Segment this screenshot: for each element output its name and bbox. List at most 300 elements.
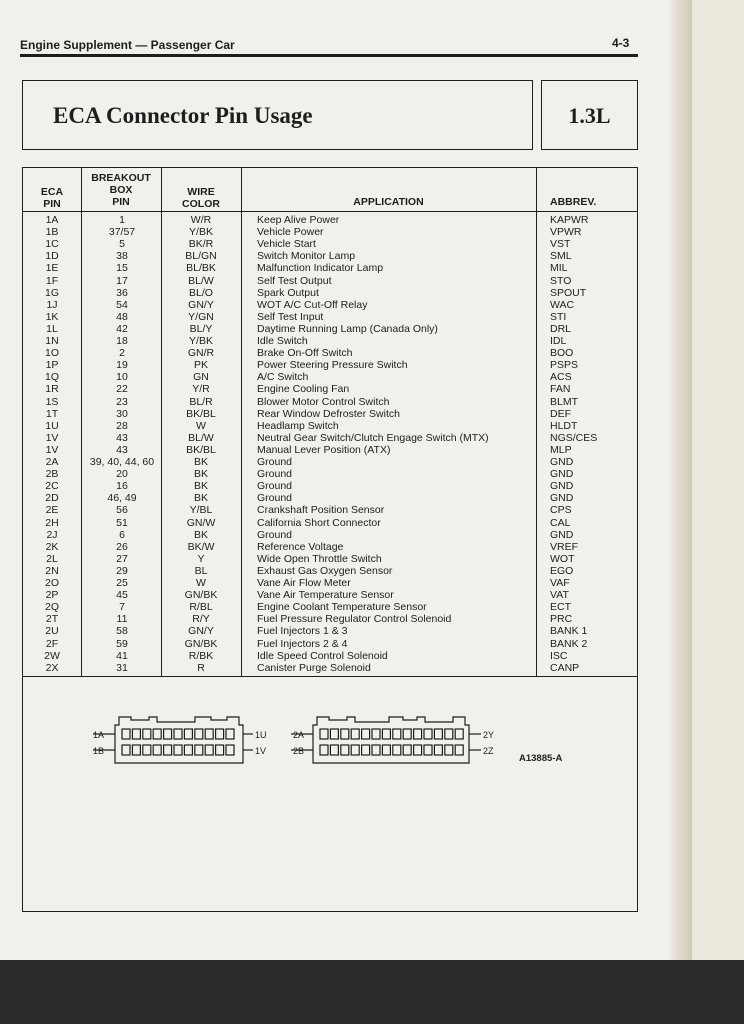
row-application: A/C Switch [257, 371, 309, 384]
row-wire-color: R/BK [188, 649, 214, 662]
adjacent-pages [692, 0, 744, 960]
row-eca-pin: 2X [45, 661, 59, 674]
pin-cavity [205, 729, 213, 739]
row-abbrev: VAF [550, 577, 570, 589]
pin-cavity [434, 745, 442, 755]
row-wire-color: BL/W [188, 431, 214, 444]
pin-cavity [195, 729, 203, 739]
table-row [23, 287, 637, 299]
row-eca-pin: 1V [45, 431, 59, 444]
row-abbrev: BANK 2 [550, 637, 588, 650]
row-abbrev: MIL [550, 262, 568, 275]
row-application: Idle Switch [257, 335, 308, 347]
row-eca-pin: 2B [45, 468, 59, 481]
row-application: Fuel Injectors 2 & 4 [257, 637, 348, 650]
table-row [23, 323, 637, 335]
row-abbrev: IDL [550, 335, 567, 347]
row-eca-pin: 1P [45, 359, 59, 372]
pin-cavity [372, 745, 380, 755]
row-abbrev: STI [550, 310, 567, 323]
row-application: Neutral Gear Switch/Clutch Engage Switch (MTX) [257, 431, 489, 444]
row-wire-color: BL/GN [185, 250, 217, 263]
row-eca-pin: 2T [45, 613, 59, 626]
row-abbrev: WOT [550, 552, 575, 565]
row-application: Idle Speed Control Solenoid [257, 649, 388, 662]
table-row [23, 432, 637, 444]
pin-cavity [434, 729, 442, 739]
row-abbrev: GND [550, 492, 574, 505]
row-wire-color: Y/GN [188, 310, 214, 323]
row-breakout-pin: 58 [116, 625, 128, 638]
pin-cavity [132, 729, 140, 739]
row-wire-color: R [197, 661, 205, 674]
row-eca-pin: 1E [45, 262, 59, 275]
table-row [23, 226, 637, 238]
row-eca-pin: 2K [45, 540, 59, 553]
row-breakout-pin: 20 [116, 468, 128, 481]
pin-cavity [184, 729, 192, 739]
row-abbrev: DEF [550, 407, 571, 420]
row-eca-pin: 1S [45, 395, 59, 408]
row-wire-color: PK [193, 359, 208, 372]
pin-cavity [424, 745, 432, 755]
table-row [23, 468, 637, 480]
row-eca-pin: 2L [46, 552, 58, 565]
row-eca-pin: 2C [45, 480, 59, 493]
table-row [23, 250, 637, 262]
row-eca-pin: 1U [45, 419, 59, 432]
row-application: Rear Window Defroster Switch [257, 407, 400, 420]
row-application: Self Test Input [257, 310, 324, 323]
pin-cavity [351, 729, 359, 739]
row-abbrev: BANK 1 [550, 625, 588, 638]
figure-id: A13885-A [519, 753, 563, 764]
pin-cavity [216, 729, 224, 739]
row-application: Self Test Output [257, 274, 332, 287]
row-breakout-pin: 1 [119, 214, 125, 226]
pin-cavity [195, 745, 203, 755]
table-row [23, 613, 637, 625]
pin-cavity [382, 745, 390, 755]
row-eca-pin: 1B [45, 226, 59, 239]
row-abbrev: GND [550, 528, 574, 541]
row-abbrev: STO [550, 274, 572, 287]
row-application: Ground [257, 492, 293, 505]
row-breakout-pin: 42 [116, 322, 128, 335]
row-wire-color: R/BL [189, 601, 213, 614]
connector-label-1b: 1B [93, 746, 105, 756]
pin-cavity [403, 745, 411, 755]
row-application: Power Steering Pressure Switch [257, 359, 408, 372]
table-row [23, 517, 637, 529]
header-breakout-box-pin [81, 172, 161, 208]
row-wire-color: BL [194, 564, 208, 577]
pin-cavity [393, 745, 401, 755]
row-eca-pin: 2H [45, 516, 59, 529]
row-application: Daytime Running Lamp (Canada Only) [257, 322, 438, 335]
table-row [23, 480, 637, 492]
row-eca-pin: 2N [45, 564, 59, 577]
row-wire-color: GN/Y [188, 625, 214, 638]
table-row [23, 444, 637, 456]
row-breakout-pin: 43 [116, 431, 128, 444]
table-row [23, 311, 637, 323]
row-abbrev: FAN [550, 383, 571, 396]
pin-cavity [122, 745, 130, 755]
row-wire-color: GN [193, 371, 209, 384]
pin-cavity [330, 729, 338, 739]
row-eca-pin: 1Q [44, 371, 59, 384]
table-row [23, 601, 637, 613]
row-application: Spark Output [257, 286, 319, 299]
row-breakout-pin: 18 [116, 335, 128, 347]
header-abbrev: ABBREV. [550, 196, 597, 208]
row-wire-color: GN/R [187, 347, 215, 360]
pin-cavity [226, 729, 234, 739]
row-wire-color: W/R [190, 214, 212, 226]
pin-cavity [153, 729, 161, 739]
engine-size: 1.3L [568, 103, 611, 128]
pin-cavity [372, 729, 380, 739]
row-wire-color: BK [193, 480, 208, 493]
row-eca-pin: 2A [45, 456, 59, 468]
table-row [23, 529, 637, 541]
row-wire-color: BK [193, 528, 208, 541]
connector-1 [93, 717, 253, 763]
pin-cavity [143, 745, 151, 755]
row-application: Malfunction Indicator Lamp [257, 262, 384, 275]
row-wire-color: BK/W [187, 540, 215, 553]
row-breakout-pin: 41 [116, 649, 128, 662]
row-application: Ground [257, 480, 293, 493]
pin-cavity [226, 745, 234, 755]
row-application: WOT A/C Cut-Off Relay [257, 298, 368, 311]
row-wire-color: BK/R [188, 238, 214, 251]
row-eca-pin: 1D [45, 250, 59, 263]
header-divider [23, 211, 637, 212]
row-abbrev: GND [550, 480, 574, 493]
row-breakout-pin: 27 [116, 552, 128, 565]
connector-label-1a: 1A [93, 730, 105, 740]
row-eca-pin: 1N [45, 335, 59, 347]
pin-cavity [445, 745, 453, 755]
row-breakout-pin: 19 [116, 359, 128, 372]
row-application: Vehicle Power [257, 226, 324, 239]
pin-usage-table [22, 167, 638, 912]
row-breakout-pin: 48 [116, 310, 128, 323]
pin-cavity [216, 745, 224, 755]
engine-box [541, 80, 638, 150]
row-breakout-pin: 28 [116, 419, 128, 432]
row-wire-color: GN/W [186, 516, 216, 529]
row-wire-color: W [196, 577, 206, 589]
row-wire-color: Y/R [192, 383, 210, 396]
row-application: Crankshaft Position Sensor [257, 504, 385, 517]
pin-cavity [143, 729, 151, 739]
header-line: PIN [43, 198, 61, 210]
row-wire-color: Y [197, 552, 205, 565]
pin-cavity [455, 745, 463, 755]
row-application: Switch Monitor Lamp [257, 250, 356, 263]
header-eca-pin [23, 186, 81, 210]
row-eca-pin: 1R [45, 383, 59, 396]
row-eca-pin: 1G [44, 286, 59, 299]
connector-label-2z: 2Z [483, 746, 494, 756]
row-abbrev: PRC [550, 613, 573, 626]
row-breakout-pin: 31 [116, 661, 128, 674]
row-breakout-pin: 23 [116, 395, 128, 408]
header-application: APPLICATION [353, 196, 424, 208]
row-breakout-pin: 56 [116, 504, 128, 517]
row-breakout-pin: 45 [116, 589, 128, 602]
table-row [23, 577, 637, 589]
pin-cavity [341, 745, 349, 755]
row-abbrev: KAPWR [550, 214, 589, 226]
row-eca-pin: 2D [45, 492, 59, 505]
table-row [23, 238, 637, 250]
table-row [23, 638, 637, 650]
section-header: Engine Supplement — Passenger Car [20, 38, 235, 52]
pin-cavity [153, 745, 161, 755]
pin-cavity [403, 729, 411, 739]
row-breakout-pin: 36 [116, 286, 128, 299]
row-eca-pin: 2Q [44, 601, 59, 614]
page-title: ECA Connector Pin Usage [53, 103, 313, 128]
row-breakout-pin: 51 [116, 516, 128, 529]
row-abbrev: CAL [550, 516, 571, 529]
row-wire-color: BK [193, 492, 208, 505]
row-eca-pin: 2W [44, 649, 60, 662]
row-abbrev: SPOUT [550, 286, 587, 299]
row-breakout-pin: 37/57 [108, 226, 136, 239]
row-abbrev: HLDT [550, 419, 578, 432]
header-line: BREAKOUT [91, 172, 151, 184]
row-application: Brake On-Off Switch [257, 347, 353, 360]
pin-cavity [174, 745, 182, 755]
table-row [23, 347, 637, 359]
header-line: PIN [112, 196, 130, 208]
table-row [23, 383, 637, 395]
table-row [23, 553, 637, 565]
pin-cavity [424, 729, 432, 739]
row-breakout-pin: 22 [116, 383, 128, 396]
table-row [23, 662, 637, 674]
pin-cavity [205, 745, 213, 755]
pin-cavity [320, 729, 328, 739]
pin-cavity [362, 729, 370, 739]
row-application: Ground [257, 456, 293, 468]
row-eca-pin: 1F [45, 274, 59, 287]
row-application: Manual Lever Position (ATX) [257, 443, 391, 456]
row-eca-pin: 1C [45, 238, 59, 251]
connector-label-1u: 1U [255, 730, 267, 740]
table-row [23, 262, 637, 274]
row-wire-color: BL/BK [186, 262, 216, 275]
row-eca-pin: 1J [46, 298, 58, 311]
row-application: Blower Motor Control Switch [257, 395, 390, 408]
pin-cavity [320, 745, 328, 755]
row-application: Ground [257, 468, 293, 481]
row-eca-pin: 2E [45, 504, 59, 517]
row-wire-color: BK/BL [186, 443, 216, 456]
connector-label-2b: 2B [293, 746, 305, 756]
row-breakout-pin: 59 [116, 637, 128, 650]
row-breakout-pin: 17 [116, 274, 128, 287]
page-edge-shadow [668, 0, 692, 960]
row-application: Wide Open Throttle Switch [257, 552, 382, 565]
header-wire-color [161, 186, 241, 210]
row-application: California Short Connector [257, 516, 381, 529]
row-wire-color: BL/R [189, 395, 213, 408]
row-wire-color: Y/BK [189, 226, 213, 239]
connector-label-1v: 1V [255, 746, 267, 756]
row-breakout-pin: 15 [116, 262, 128, 275]
table-row [23, 359, 637, 371]
row-wire-color: GN/BK [184, 637, 218, 650]
row-abbrev: VPWR [550, 226, 582, 239]
pin-cavity [362, 745, 370, 755]
row-breakout-pin: 54 [116, 298, 128, 311]
table-row [23, 408, 637, 420]
row-eca-pin: 2J [46, 528, 58, 541]
row-eca-pin: 1K [45, 310, 59, 323]
table-row [23, 625, 637, 637]
row-abbrev: MLP [550, 443, 572, 456]
table-row [23, 214, 637, 226]
header-line: WIRE [187, 186, 215, 198]
connector-label-2a: 2A [293, 730, 305, 740]
row-breakout-pin: 30 [116, 407, 128, 420]
row-eca-pin: 2O [44, 577, 59, 589]
pin-cavity [164, 729, 172, 739]
row-abbrev: GND [550, 456, 574, 468]
row-wire-color: BL/W [188, 274, 214, 287]
row-abbrev: SML [550, 250, 572, 263]
row-abbrev: ECT [550, 601, 571, 614]
connector-2 [291, 717, 481, 763]
pin-cavity [382, 729, 390, 739]
pin-cavity [164, 745, 172, 755]
row-application: Reference Voltage [257, 540, 344, 553]
row-eca-pin: 2U [45, 625, 59, 638]
table-row [23, 371, 637, 383]
header-rule [20, 54, 638, 57]
table-row [23, 541, 637, 553]
row-application: Headlamp Switch [257, 419, 339, 432]
row-eca-pin: 1O [44, 347, 59, 360]
pin-cavity [455, 729, 463, 739]
row-application: Canister Purge Solenoid [257, 661, 371, 674]
row-wire-color: BL/O [189, 286, 213, 299]
row-breakout-pin: 7 [119, 601, 125, 614]
table-row [23, 396, 637, 408]
row-application: Engine Coolant Temperature Sensor [257, 601, 427, 614]
pin-cavity [184, 745, 192, 755]
row-application: Ground [257, 528, 293, 541]
row-wire-color: GN/Y [188, 298, 214, 311]
table-row [23, 492, 637, 504]
row-application: Fuel Injectors 1 & 3 [257, 625, 348, 638]
row-eca-pin: 1V [45, 443, 59, 456]
pin-cavity [445, 729, 453, 739]
row-wire-color: BK [193, 468, 208, 481]
row-abbrev: CANP [550, 661, 580, 674]
row-breakout-pin: 29 [116, 564, 128, 577]
header-line: COLOR [182, 198, 220, 210]
row-breakout-pin: 25 [116, 577, 128, 589]
row-abbrev: NGS/CES [550, 431, 598, 444]
row-abbrev: GND [550, 468, 574, 481]
table-row [23, 335, 637, 347]
row-eca-pin: 2F [45, 637, 59, 650]
row-application: Vehicle Start [257, 238, 316, 251]
row-application: Vane Air Temperature Sensor [257, 589, 394, 602]
row-wire-color: Y/BL [189, 504, 213, 517]
table-row [23, 565, 637, 577]
row-breakout-pin: 38 [116, 250, 128, 263]
row-abbrev: VST [550, 238, 571, 251]
table-row [23, 650, 637, 662]
pin-cavity [122, 729, 130, 739]
row-breakout-pin: 11 [116, 613, 128, 626]
table-row [23, 504, 637, 516]
pin-cavity [414, 729, 422, 739]
scan-background [0, 960, 744, 1024]
row-abbrev: BOO [550, 347, 574, 360]
row-eca-pin: 2P [45, 589, 59, 602]
row-breakout-pin: 46, 49 [107, 492, 137, 505]
row-breakout-pin: 10 [116, 371, 128, 384]
row-abbrev: ISC [550, 649, 568, 662]
pin-cavity [132, 745, 140, 755]
pin-cavity [351, 745, 359, 755]
pin-cavity [330, 745, 338, 755]
row-wire-color: GN/BK [184, 589, 218, 602]
row-breakout-pin: 6 [119, 528, 125, 541]
table-row [23, 589, 637, 601]
table-row [23, 275, 637, 287]
row-abbrev: CPS [550, 504, 572, 517]
connector-label-2y: 2Y [483, 730, 495, 740]
row-wire-color: R/Y [192, 613, 210, 626]
title-box [22, 80, 533, 150]
row-abbrev: DRL [550, 322, 572, 335]
row-wire-color: BK/BL [186, 407, 216, 420]
table-row [23, 299, 637, 311]
row-abbrev: BLMT [550, 395, 579, 408]
row-abbrev: WAC [550, 298, 575, 311]
header-line: ECA [40, 186, 64, 198]
row-eca-pin: 1L [46, 322, 58, 335]
row-abbrev: PSPS [550, 359, 579, 372]
row-application: Exhaust Gas Oxygen Sensor [257, 564, 393, 577]
row-breakout-pin: 2 [119, 347, 125, 360]
row-abbrev: EGO [550, 564, 574, 577]
row-breakout-pin: 16 [116, 480, 128, 493]
row-eca-pin: 1A [45, 214, 59, 226]
row-breakout-pin: 43 [116, 443, 128, 456]
row-breakout-pin: 26 [116, 540, 128, 553]
header-line: BOX [109, 184, 133, 196]
row-breakout-pin: 5 [119, 238, 125, 251]
pin-cavity [341, 729, 349, 739]
pin-cavity [393, 729, 401, 739]
row-application: Vane Air Flow Meter [257, 577, 351, 589]
row-wire-color: BK [193, 456, 208, 468]
row-abbrev: ACS [550, 371, 572, 384]
row-eca-pin: 1T [45, 407, 59, 420]
row-abbrev: VREF [550, 540, 579, 553]
